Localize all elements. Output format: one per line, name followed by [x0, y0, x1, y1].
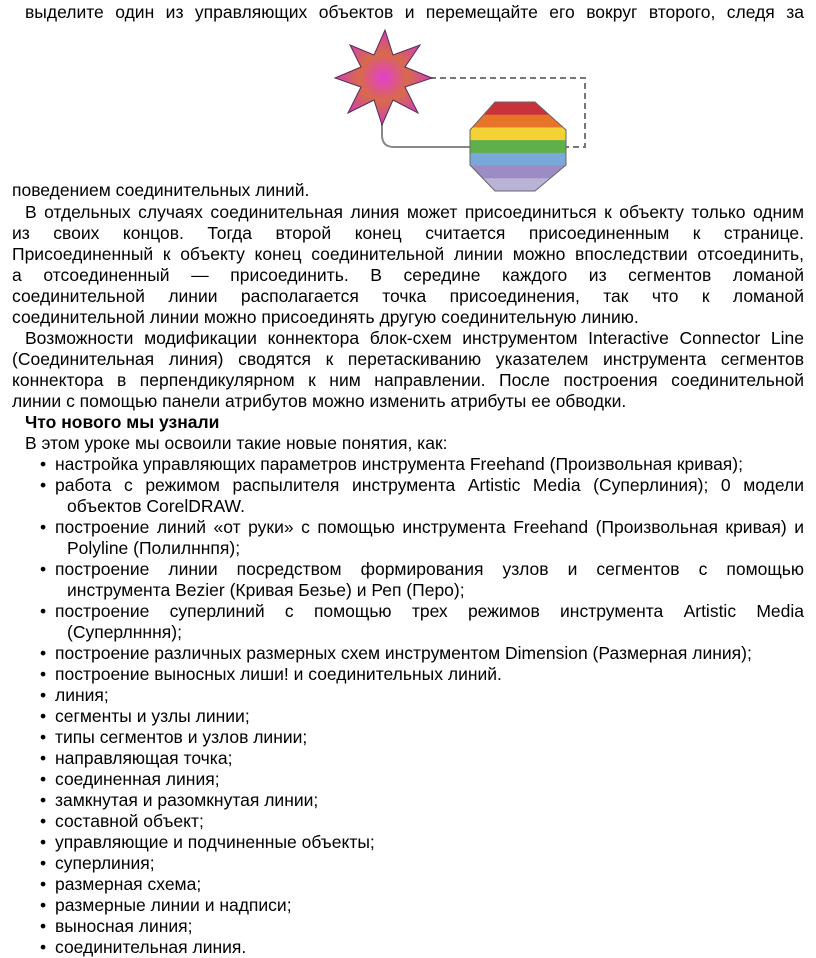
- list-item-text: соединенная линия;: [55, 769, 220, 789]
- bullet-icon: •: [40, 601, 47, 621]
- list-item-text: построение линии посредством формирования узлов и сегментов с помощью: [55, 559, 804, 579]
- bullet-icon: •: [40, 853, 47, 873]
- list-item-continuation: инструмента Bezier (Кривая Безье) и Реп (Перо);: [67, 580, 465, 600]
- list-item-continuation: (Суперлнння);: [67, 622, 182, 642]
- hexagon-stripe: [468, 166, 568, 179]
- star-shape: [335, 30, 432, 125]
- list-item-text: размерные линии и надписи;: [55, 895, 292, 915]
- list-item-continuation: Polyline (Полилннпя);: [67, 538, 241, 558]
- list-item-text: типы сегментов и узлов линии;: [55, 727, 308, 747]
- bullet-icon: •: [40, 895, 47, 915]
- solid-connector-line: [382, 123, 470, 147]
- list-item-text: суперлиния;: [55, 853, 155, 873]
- bullet-icon: •: [40, 748, 47, 768]
- bullet-icon: •: [40, 517, 47, 537]
- paragraph-text: соединительной линии можно присоединять другую соединительную линию.: [12, 307, 639, 327]
- bullet-icon: •: [40, 832, 47, 852]
- bullet-icon: •: [40, 874, 47, 894]
- list-item-text: работа с режимом распылителя инструмента Artistic Media (Суперлиния); 0 модели: [55, 475, 804, 495]
- bullet-icon: •: [40, 706, 47, 726]
- bullet-icon: •: [40, 475, 47, 495]
- list-item-text: соединительная линия.: [55, 937, 247, 957]
- hexagon-stripe: [468, 102, 568, 115]
- paragraph-text: из своих концов. Тогда второй конец считается присоединенным к странице.: [12, 223, 804, 243]
- bullet-icon: •: [40, 664, 47, 684]
- paragraph-text: Присоединенный к объекту конец соединительной линии можно впоследствии отсоединить,: [12, 244, 804, 264]
- bullet-icon: •: [40, 559, 47, 579]
- list-item-text: выносная линия;: [55, 916, 193, 936]
- bullet-icon: •: [40, 643, 47, 663]
- connector-illustration: [330, 25, 600, 195]
- list-item-text: направляющая точка;: [55, 748, 233, 768]
- text-line-top: выделите один из управляющих объектов и перемещайте его вокруг второго, следя за: [25, 2, 804, 22]
- list-item-text: управляющие и подчиненные объекты;: [55, 832, 375, 852]
- paragraph-text: (Соединительная линия) сводятся к перетаскиванию указателем инструмента сегментов: [12, 349, 804, 369]
- paragraph-text: поведением соединительных линий.: [12, 180, 310, 200]
- paragraph-text: коннектора в перпендикулярном к ним направлении. После построения соединительной: [12, 370, 804, 390]
- list-item-continuation: объектов CorelDRAW.: [67, 496, 245, 516]
- section-heading: Что нового мы узнали: [25, 412, 220, 432]
- paragraph-text: а отсоединенный — присоединить. В середине каждого из сегментов ломаной: [12, 265, 804, 285]
- list-item-text: построение линий «от руки» с помощью инструмента Freehand (Произвольная кривая) и: [55, 517, 804, 537]
- bullet-icon: •: [40, 769, 47, 789]
- hexagon-stripe: [468, 127, 568, 140]
- list-item-text: замкнутая и разомкнутая линии;: [55, 790, 319, 810]
- list-item-text: построение выносных лиши! и соединительных линий.: [55, 664, 502, 684]
- bullet-icon: •: [40, 811, 47, 831]
- list-item-text: построение различных размерных схем инструментом Dimension (Размерная линия);: [55, 643, 752, 663]
- bullet-icon: •: [40, 727, 47, 747]
- paragraph-text: линии с помощью панели атрибутов можно изменить атрибуты ее обводки.: [12, 391, 627, 411]
- bullet-icon: •: [40, 916, 47, 936]
- section-intro: В этом уроке мы освоили такие новые понятия, как:: [25, 433, 448, 453]
- list-item-text: линия;: [55, 685, 109, 705]
- hexagon-stripe: [468, 153, 568, 166]
- connector-figure-svg: [330, 25, 600, 195]
- list-item-text: сегменты и узлы линии;: [55, 706, 250, 726]
- bullet-icon: •: [40, 685, 47, 705]
- paragraph-text: В отдельных случаях соединительная линия может присоединиться к объекту только одним: [25, 202, 804, 222]
- list-item-text: настройка управляющих параметров инструмента Freehand (Произвольная кривая);: [55, 454, 743, 474]
- hexagon-stripe: [468, 115, 568, 128]
- paragraph-text: Возможности модификации коннектора блок-схем инструментом Interactive Connector Line: [25, 328, 804, 348]
- list-item-text: размерная схема;: [55, 874, 202, 894]
- list-item-text: построение суперлиний с помощью трех режимов инструмента Artistic Media: [55, 601, 804, 621]
- bullet-icon: •: [40, 454, 47, 474]
- bullet-icon: •: [40, 937, 47, 957]
- bullet-icon: •: [40, 790, 47, 810]
- hexagon-stripe: [468, 140, 568, 153]
- list-item-text: составной объект;: [55, 811, 204, 831]
- paragraph-text: соединительной линии располагается точка присоединения, так что к ломаной: [12, 286, 804, 306]
